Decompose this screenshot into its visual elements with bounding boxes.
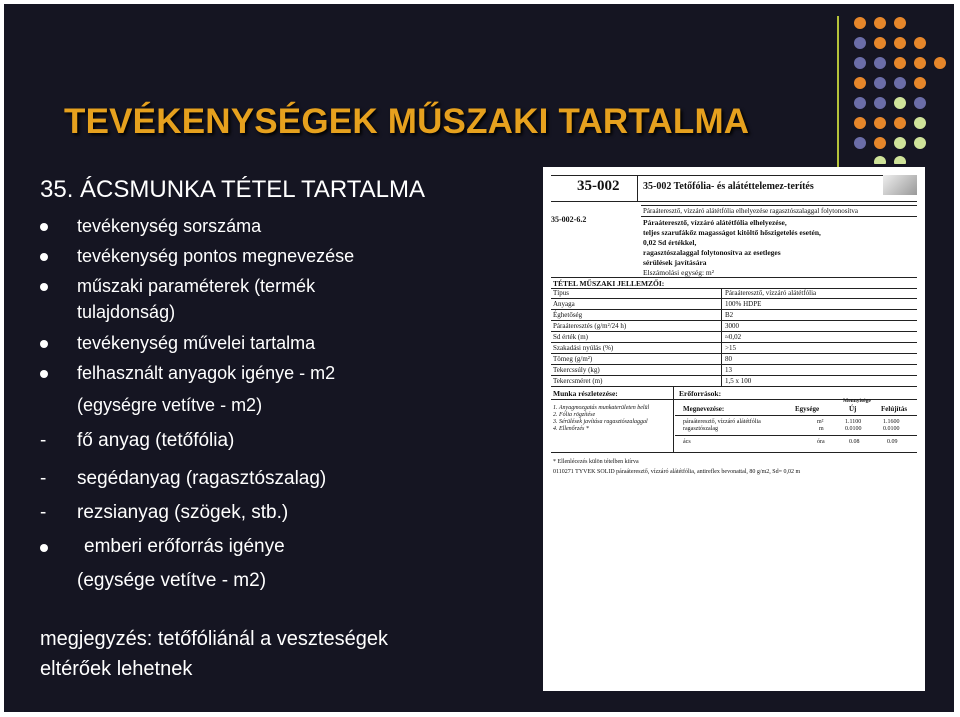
section-subtitle: 35. ÁCSMUNKA TÉTEL TARTALMA bbox=[40, 176, 426, 203]
bullet-dot-icon bbox=[40, 340, 48, 348]
specs-title: TÉTEL MŰSZAKI JELLEMZŐI: bbox=[553, 279, 665, 288]
dot-lime bbox=[894, 156, 906, 164]
dot-orange bbox=[874, 17, 886, 29]
spec-label: Tekercssúly (kg) bbox=[553, 366, 600, 374]
list-item-text: segédanyag (ragasztószalag) bbox=[77, 468, 327, 489]
note-line: eltérőek lehetnek bbox=[40, 658, 193, 680]
list-item-text: (egysége vetítve - m2) bbox=[77, 570, 267, 591]
dot-violet bbox=[854, 37, 866, 49]
dot-orange bbox=[874, 137, 886, 149]
dot-lime bbox=[914, 117, 926, 129]
dot-lime bbox=[874, 156, 886, 164]
doc-desc-line: ragasztószalaggal folytonosítva az esetleges bbox=[643, 248, 781, 257]
work-step: 4. Ellenőrzés * bbox=[553, 426, 589, 432]
res-qty-new: 1.1100 bbox=[845, 419, 862, 425]
note-line: megjegyzés: tetőfóliánál a veszteségek bbox=[40, 628, 388, 650]
res-qty-renov: 0.09 bbox=[887, 439, 898, 445]
dash-marker: - bbox=[40, 430, 47, 451]
bullet-dot-icon bbox=[40, 370, 48, 378]
doc-header-title: 35-002 Tetőfólia- és alátéttelemez-terítés bbox=[643, 181, 814, 192]
dot-orange bbox=[914, 57, 926, 69]
res-header: Mennyisége bbox=[843, 398, 871, 404]
dot-orange bbox=[894, 17, 906, 29]
work-step: 3. Sérülések javítása ragasztószalaggal bbox=[553, 419, 648, 425]
spec-value: 13 bbox=[725, 366, 732, 374]
list-item-text: emberi erőforrás igénye bbox=[84, 536, 285, 557]
dot-orange bbox=[874, 117, 886, 129]
bullet-dot-icon bbox=[40, 544, 48, 552]
dot-orange bbox=[894, 57, 906, 69]
res-name: páraáteresztő, vízzáró alátétfólia bbox=[683, 419, 761, 425]
res-unit: m bbox=[819, 426, 824, 432]
res-header: Egysége bbox=[795, 405, 820, 413]
list-item-text: rezsianyag (szögek, stb.) bbox=[77, 502, 289, 523]
dot-orange bbox=[894, 117, 906, 129]
spec-value: 80 bbox=[725, 355, 732, 363]
list-item-text: felhasznált anyagok igénye - m2 bbox=[77, 363, 336, 383]
dot-orange bbox=[854, 17, 866, 29]
dot-orange bbox=[914, 77, 926, 89]
res-name: ragasztószalag bbox=[683, 426, 718, 432]
slide-title: TEVÉKENYSÉGEK MŰSZAKI TARTALMA bbox=[64, 102, 750, 141]
spec-value: B2 bbox=[725, 311, 734, 319]
dot-lime bbox=[914, 137, 926, 149]
doc-desc-line: Elszámolási egység: m² bbox=[643, 268, 714, 277]
dot-orange bbox=[914, 37, 926, 49]
dot-lime bbox=[894, 97, 906, 109]
dot-violet bbox=[854, 97, 866, 109]
dot-orange bbox=[894, 37, 906, 49]
res-header: Megnevezése: bbox=[683, 405, 725, 413]
list-item-text: tevékenység pontos megnevezése bbox=[77, 246, 355, 266]
list-item-text: műszaki paraméterek (termék bbox=[77, 276, 316, 296]
spec-value: >15 bbox=[725, 344, 736, 352]
doc-subcode: 35-002-6.2 bbox=[551, 215, 587, 224]
bullet-dot-icon bbox=[40, 253, 48, 261]
res-unit: m² bbox=[817, 419, 824, 425]
dot-violet bbox=[854, 137, 866, 149]
spec-label: Éghetőség bbox=[553, 311, 583, 319]
spec-value: 100% HDPE bbox=[725, 300, 762, 308]
dot-orange bbox=[854, 117, 866, 129]
scanned-document bbox=[543, 167, 925, 691]
doc-desc-line: Páraáteresztő, vízzáró alátétfólia elhelyezése ragasztószalaggal folytonosítva bbox=[643, 207, 858, 215]
dot-violet bbox=[874, 97, 886, 109]
spec-value: ≈0,02 bbox=[725, 333, 742, 341]
resources-title: Erőforrások: bbox=[679, 389, 722, 398]
doc-code: 35-002 bbox=[577, 178, 620, 194]
res-unit: óra bbox=[817, 439, 825, 445]
dash-marker: - bbox=[40, 502, 47, 523]
dash-marker: - bbox=[40, 468, 47, 489]
spec-label: Sd érték (m) bbox=[553, 333, 588, 341]
work-step: 2. Fólia rögzítése bbox=[553, 412, 596, 418]
doc-desc-line: 0,02 Sd értékkel, bbox=[643, 238, 697, 247]
dot-violet bbox=[914, 97, 926, 109]
spec-value: 1,5 x 100 bbox=[725, 377, 752, 385]
spec-label: Tekercsméret (m) bbox=[553, 377, 603, 385]
dot-orange bbox=[874, 37, 886, 49]
res-qty-new: 0.0100 bbox=[845, 426, 862, 432]
res-qty-renov: 1.1600 bbox=[883, 419, 900, 425]
list-item-text: tevékenység művelei tartalma bbox=[77, 333, 316, 353]
spec-value: Páraáteresztő, vízzáró alátétfólia bbox=[725, 289, 817, 297]
list-item-text: fő anyag (tetőfólia) bbox=[77, 430, 235, 451]
spec-label: Anyaga bbox=[553, 300, 575, 308]
doc-desc-line: sérülések javítására bbox=[643, 258, 707, 267]
dot-lime bbox=[894, 137, 906, 149]
spec-label: Típus bbox=[553, 289, 569, 297]
doc-desc-line: Páraáteresztő, vízzáró alátétfólia elhelyezése, bbox=[643, 218, 787, 227]
spec-label: Szakadási nyúlás (%) bbox=[553, 344, 614, 352]
dot-violet bbox=[874, 77, 886, 89]
bullet-dot-icon bbox=[40, 223, 48, 231]
work-step: 1. Anyagmozgatás munkaterületen belül bbox=[553, 405, 650, 411]
decorative-vertical-line bbox=[837, 16, 839, 184]
list-item-text: tevékenység sorszáma bbox=[77, 216, 262, 236]
dot-orange bbox=[934, 57, 946, 69]
doc-product: 0110271 TYVEK SOLID páraáteresztő, vízzáró alátétfólia, antireflex bevonattal, 80 g/m2, Sd= 0,02 m bbox=[553, 469, 801, 475]
res-header: Felújítás bbox=[881, 405, 908, 413]
doc-footnote: * Ellenlécezés külön tételben kiírva bbox=[553, 459, 639, 465]
slide bbox=[4, 4, 954, 712]
work-title: Munka részletezése: bbox=[553, 389, 618, 398]
res-name: ács bbox=[683, 439, 691, 445]
bullet-dot-icon bbox=[40, 283, 48, 291]
corner-graphic bbox=[883, 175, 917, 195]
list-item-text: (egységre vetítve - m2) bbox=[77, 395, 263, 415]
res-qty-renov: 0.0100 bbox=[883, 426, 900, 432]
doc-desc-line: teljes szarufákőz magasságot kitöltő hőszigetelés esetén, bbox=[643, 228, 821, 237]
spec-label: Páraáteresztés (g/m²/24 h) bbox=[553, 322, 627, 330]
res-header: Új bbox=[849, 405, 857, 413]
res-qty-new: 0.08 bbox=[849, 439, 860, 445]
spec-value: 3000 bbox=[725, 322, 739, 330]
list-item-text: tulajdonság) bbox=[77, 302, 176, 322]
spec-label: Tömeg (g/m²) bbox=[553, 355, 593, 363]
dot-orange bbox=[854, 77, 866, 89]
dot-violet bbox=[854, 57, 866, 69]
dot-violet bbox=[894, 77, 906, 89]
dot-violet bbox=[874, 57, 886, 69]
